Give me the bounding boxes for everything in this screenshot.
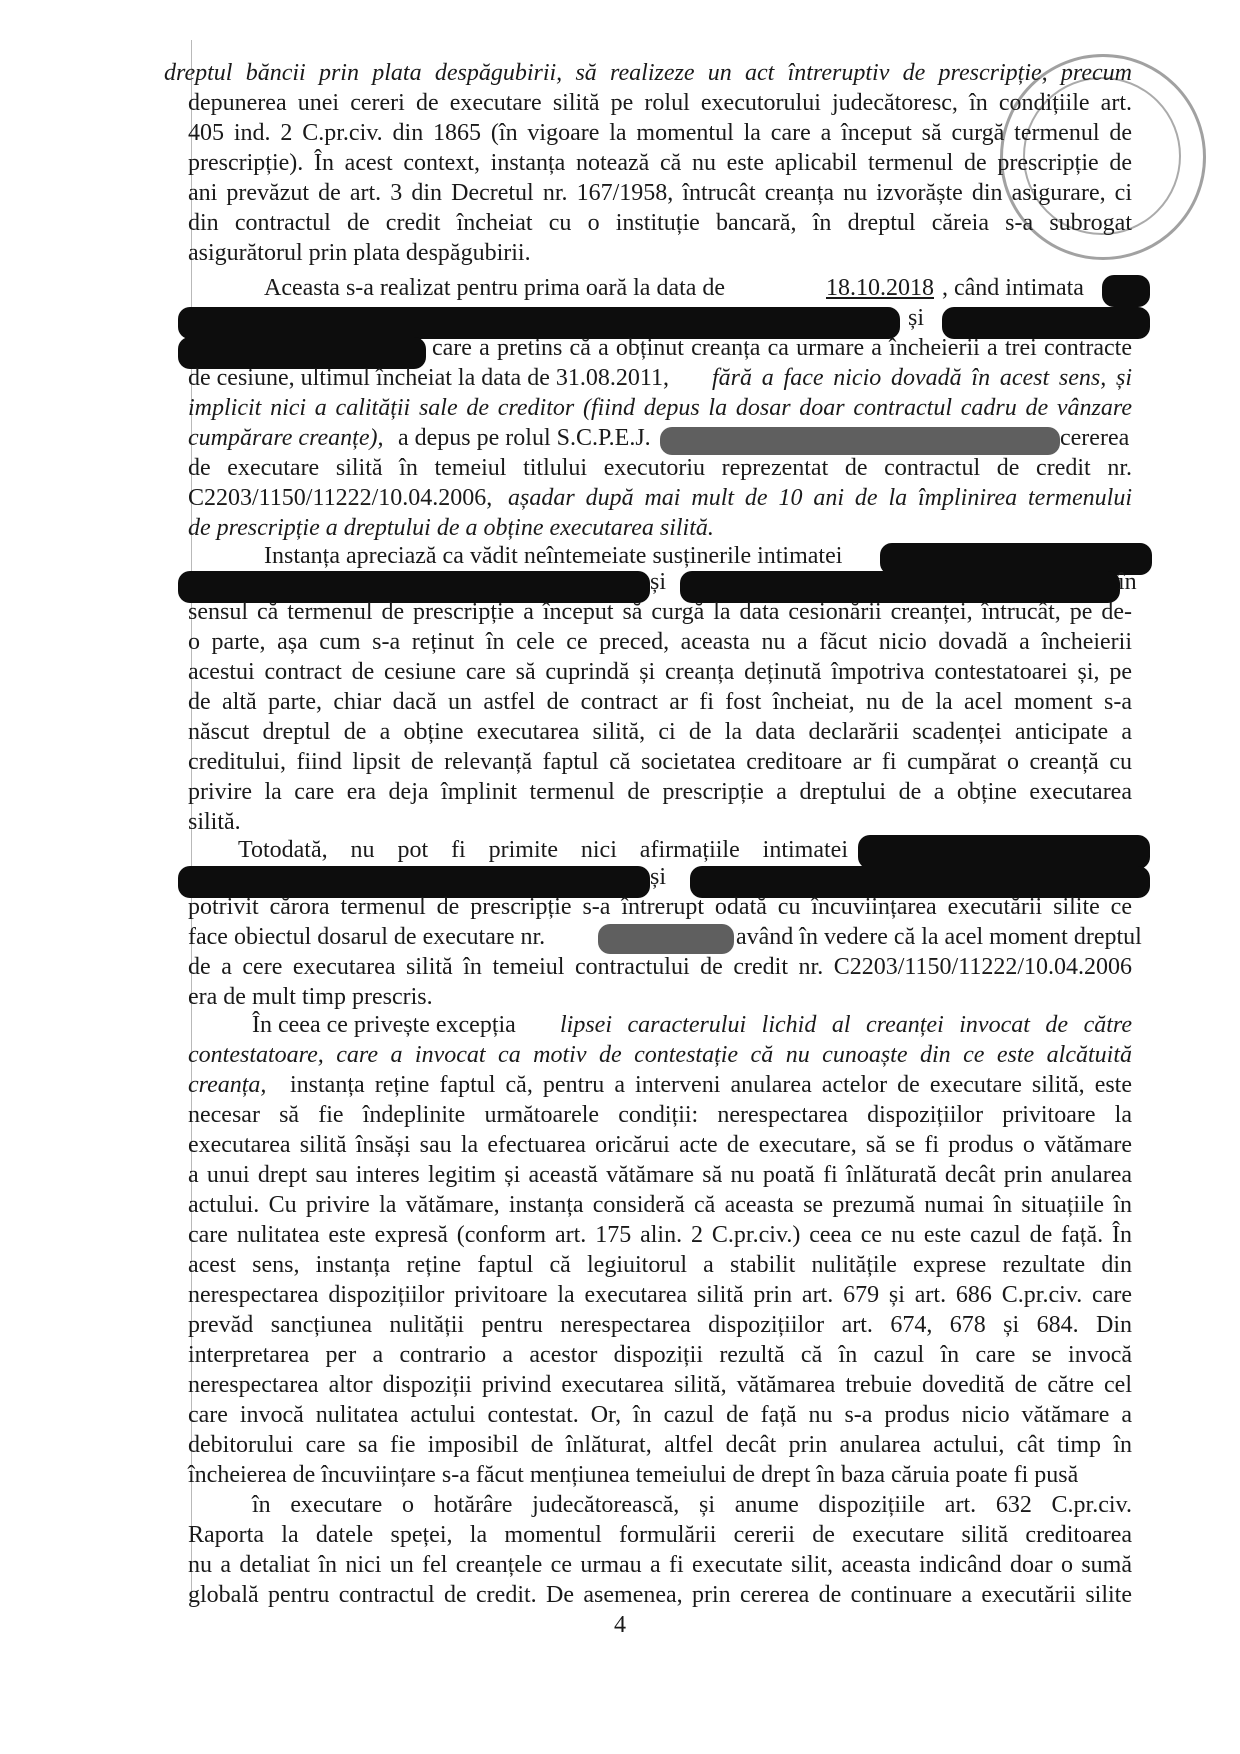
conjunction-si: și bbox=[650, 864, 667, 890]
text-segment: Instanța apreciază ca vădit neîntemeiate susținerile intimatei bbox=[264, 543, 843, 569]
text-segment: Totodată, nu pot fi primite nici afirmațiile intimatei bbox=[238, 837, 848, 863]
redaction-block bbox=[1102, 275, 1150, 307]
text-line-31: contestatoare, care a invocat ca motiv de contestație că nu cunoaște din ce este alcătuită bbox=[188, 1042, 1132, 1068]
text-line-20: de altă parte, chiar dacă un astfel de contract ar fi fost încheiat, nu de la acel moment s-a bbox=[188, 689, 1132, 715]
text-line-29: era de mult timp prescris. bbox=[188, 984, 433, 1010]
text-line-19: acestui contract de cesiune care să cuprindă și creanța deținută împotriva contestatoarei și, pe bbox=[188, 659, 1132, 685]
text-segment: având în vedere că la acel moment dreptul bbox=[736, 924, 1142, 950]
text-line-23: privire la care era deja împlinit termenul de prescripție a dreptului de a obține executarea bbox=[188, 779, 1132, 805]
conjunction-si: și bbox=[650, 569, 667, 595]
text-segment bbox=[264, 273, 824, 303]
redaction-block bbox=[598, 924, 734, 954]
text-line-2: depunerea unei cereri de executare silită pe rolul executorului judecătoresc, în condițiile art. bbox=[188, 90, 1132, 116]
text-line-24: silită. bbox=[188, 809, 241, 835]
text-line-28: de a cere executarea silită în temeiul contractului de credit nr. C2203/1150/11222/10.04.2006 bbox=[188, 954, 1132, 980]
text-line-49: globală pentru contractul de credit. De asemenea, prin cererea de continuare a executării silite bbox=[188, 1582, 1132, 1608]
redaction-block bbox=[660, 427, 1060, 455]
text-line-11: implicit nici a calității sale de creditor (fiind depus la dosar doar contractul cadru de vânzare bbox=[188, 395, 1132, 421]
text-line-43: care invocă nulitatea actului contestat. Or, în cazul de față nu s-a produs nicio vătămare a bbox=[188, 1402, 1132, 1428]
text-segment-italic: așadar după mai mult de 10 ani de la împlinirea termenului bbox=[508, 485, 1132, 511]
text-segment: a depus pe rolul S.C.P.E.J. bbox=[398, 425, 651, 451]
text-segment: În ceea ce privește excepția bbox=[252, 1012, 516, 1038]
page-number: 4 bbox=[614, 1612, 626, 1638]
text-segment-italic: cumpărare creanțe), bbox=[188, 425, 384, 451]
text-line-39: nerespectarea dispozițiilor privitoare la executarea silită prin art. 679 și art. 686 C.pr.civ. care bbox=[188, 1282, 1132, 1308]
text-segment: de cesiune, ultimul încheiat la data de 31.08.2011, bbox=[188, 365, 669, 391]
text-line-26: potrivit cărora termenul de prescripție s-a întrerupt odată cu încuviințarea executării silite ce bbox=[188, 894, 1132, 920]
text-line-4: prescripție). În acest context, instanța notează că nu este aplicabil termenul de prescripție de bbox=[188, 150, 1132, 176]
text-line-37: care nulitatea este expresă (conform art. 175 alin. 2 C.pr.civ.) ceea ce nu este cazul de față. În bbox=[188, 1222, 1132, 1248]
text-line-40: prevăd sancțiunea nulității pentru nerespectarea dispozițiilor art. 674, 678 și 684. Din bbox=[188, 1312, 1132, 1338]
text-segment-when: , când intimata bbox=[942, 275, 1084, 301]
text-line-42: nerespectarea altor dispoziții privind executarea silită, vătămarea trebuie dovedită de către cel bbox=[188, 1372, 1132, 1398]
text-line-38: acest sens, instanța reține faptul că legiuitorul a stabilit nulitățile exprese rezultate din bbox=[188, 1252, 1132, 1278]
text-segment: face obiectul dosarul de executare nr. bbox=[188, 924, 546, 950]
text-line-33: necesar să fie îndeplinite următoarele condiții: nerespectarea dispozițiilor privitoare la bbox=[188, 1102, 1132, 1128]
text-run: Aceasta s-a realizat pentru prima oară la data de bbox=[264, 275, 726, 301]
redaction-block bbox=[858, 835, 1150, 869]
text-line-21: născut dreptul de a obține executarea silită, ci de la data declarării scadenței anticipate a bbox=[188, 719, 1132, 745]
text-segment: în bbox=[1118, 569, 1137, 595]
text-line-5: ani prevăzut de art. 3 din Decretul nr. 167/1958, întrucât creanța nu izvorăște din asigurare, ci bbox=[188, 180, 1132, 206]
text-line-18: o parte, așa cum s-a reținut în cele ce preced, aceasta nu a făcut nicio dovadă a încheierii bbox=[188, 629, 1132, 655]
text-line-41: interpretarea per a contrario a acestor dispoziții rezultă că în cazul în care se invocă bbox=[188, 1342, 1132, 1368]
text-segment-italic: creanța, bbox=[188, 1072, 267, 1098]
text-line-1: dreptul băncii prin plata despăgubirii, să realizeze un act întreruptiv de prescripție, precum bbox=[164, 60, 1132, 86]
text-line-22: creditului, fiind lipsit de relevanță faptul că societatea creditoare ar fi cumpărat o creanță cu bbox=[188, 749, 1132, 775]
text-segment: cererea bbox=[1060, 425, 1130, 451]
text-line-36: actului. Cu privire la vătămare, instanța consideră că aceasta se prezumă numai în situațiile în bbox=[188, 1192, 1132, 1218]
text-line-45: încheierea de încuviințare s-a făcut mențiunea temeiului de drept în baza căruia poate fi pusă bbox=[188, 1462, 1079, 1488]
text-line-3: 405 ind. 2 C.pr.civ. din 1865 (în vigoare la momentul la care a început să curgă termenul de bbox=[188, 120, 1132, 146]
text-line-44: debitorului care sa fie imposibil de înlăturat, altfel decât prin anularea actului, cât timp în bbox=[188, 1432, 1132, 1458]
text-line-47: Raporta la datele speței, la momentul formulării cererii de executare silită creditoarea bbox=[188, 1522, 1132, 1548]
text-segment-italic: fără a face nicio dovadă în acest sens, și bbox=[712, 365, 1132, 391]
text-segment-italic: lipsei caracterului lichid al creanței invocat de către bbox=[560, 1012, 1132, 1038]
text-line-13: de executare silită în temeiul titlului executoriu reprezentat de contractul de credit nr. bbox=[188, 455, 1132, 481]
text-line-17: sensul că termenul de prescripție a început să curgă la data cesionării creanței, întrucât, pe de- bbox=[188, 599, 1132, 625]
text-line-35: a unui drept sau interes legitim și această vătămare să nu poată fi înlăturată decât prin anularea bbox=[188, 1162, 1132, 1188]
conjunction-si: și bbox=[908, 305, 925, 331]
text-line-7: asigurătorul prin plata despăgubirii. bbox=[188, 240, 531, 266]
contract-number: C2203/1150/11222/10.04.2006, bbox=[188, 485, 493, 511]
text-segment: instanța reține faptul că, pentru a interveni anularea actelor de executare silită, este bbox=[290, 1072, 1132, 1098]
date-underlined: 18.10.2018 bbox=[826, 275, 934, 301]
text-line-46: în executare o hotărâre judecătorească, și anume dispozițiile art. 632 C.pr.civ. bbox=[252, 1492, 1132, 1518]
text-line-15: de prescripție a dreptului de a obține executarea silită. bbox=[188, 515, 714, 541]
text-line-48: nu a detaliat în nici un fel creanțele ce urmau a fi executate silit, aceasta indicând doar o sumă bbox=[188, 1552, 1132, 1578]
text-line-6: din contractul de credit încheiat cu o instituție bancară, în dreptul căreia s-a subrogat bbox=[188, 210, 1132, 236]
text-line-34: executarea silită însăși sau la efectuarea oricărui acte de executare, să se fi produs o vătămare bbox=[188, 1132, 1132, 1158]
text-line-9: care a pretins că a obținut creanța ca urmare a încheierii a trei contracte bbox=[432, 335, 1132, 361]
